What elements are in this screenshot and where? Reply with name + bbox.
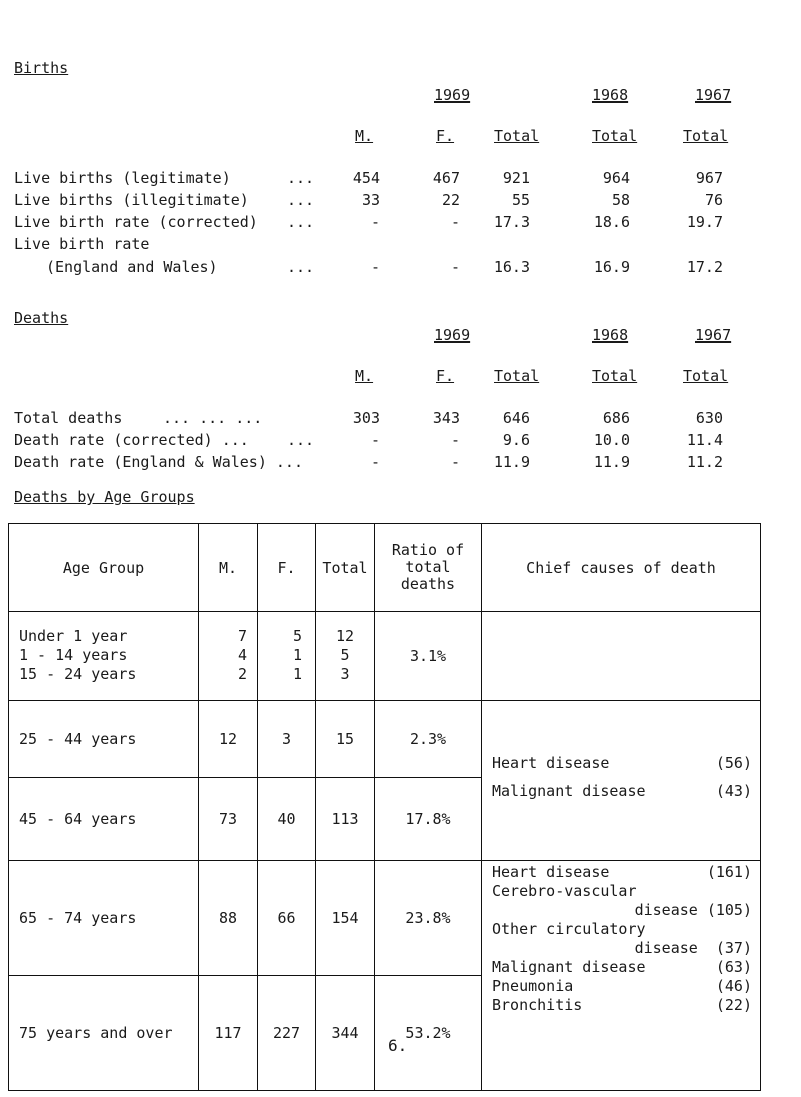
- value-f: 467: [432, 169, 460, 187]
- ratio-cell: 53.2%: [375, 975, 482, 1090]
- cause-count: (37): [715, 938, 752, 957]
- header-causes: Chief causes of death: [482, 524, 761, 612]
- m-cell: 88: [199, 860, 258, 975]
- ratio-line-2: total: [405, 558, 451, 577]
- value-total-1967: 17.2: [686, 258, 723, 276]
- total-cell: [316, 612, 375, 700]
- cause-count: (22): [715, 995, 752, 1014]
- cause-item: [482, 782, 760, 801]
- row-label: Live births (legitimate): [14, 169, 231, 187]
- value-total-1968: 686: [602, 409, 630, 427]
- value-total-1967: 11.4: [686, 431, 723, 449]
- value-total-1968: 11.9: [593, 453, 630, 471]
- age-cell: 45 - 64 years: [9, 778, 199, 861]
- row-dots: ...: [287, 431, 315, 449]
- value-total-1967: 11.2: [686, 453, 723, 471]
- age-cell: 65 - 74 years: [9, 860, 199, 975]
- row-dots: ...: [287, 191, 315, 209]
- f-value: 5: [292, 627, 302, 646]
- value-f: -: [450, 453, 460, 471]
- births-col-m: M.: [355, 127, 374, 145]
- deaths-year-1968: 1968: [592, 326, 629, 344]
- ratio-cell: 2.3%: [375, 700, 482, 778]
- row-label: Total deaths: [14, 409, 123, 427]
- births-col-f: F.: [436, 127, 455, 145]
- value-m: 454: [352, 169, 380, 187]
- row-label: Live births (illegitimate): [14, 191, 249, 209]
- causes-cell-empty: [482, 612, 761, 700]
- value-m: -: [370, 258, 380, 276]
- value-total-1969: 55: [511, 191, 530, 209]
- value-f: 343: [432, 409, 460, 427]
- ratio-line-1: Ratio of: [391, 541, 465, 560]
- value-total-1967: 19.7: [686, 213, 723, 231]
- m-cell: 73: [199, 778, 258, 861]
- row-label: (England and Wales): [46, 258, 218, 276]
- value-total-1969: 17.3: [493, 213, 530, 231]
- cause-count: (46): [715, 976, 752, 995]
- cause-name: Heart disease: [492, 862, 610, 881]
- f-value: 1: [292, 665, 302, 684]
- row-label: Death rate (corrected) ...: [14, 431, 249, 449]
- cause-name-cont: disease: [634, 900, 698, 919]
- causes-cell-65-plus: [482, 860, 761, 1090]
- age-1-14: 1 - 14 years: [19, 646, 128, 665]
- row-dots: ...: [287, 169, 315, 187]
- age-cell: 25 - 44 years: [9, 700, 199, 778]
- cause-count: (161): [706, 862, 752, 881]
- f-cell: [258, 612, 316, 700]
- causes-cell-25-64: [482, 700, 761, 860]
- cause-name: Cerebro-vascular: [492, 881, 637, 900]
- deaths-year-1967: 1967: [695, 326, 732, 344]
- total-cell: 344: [316, 975, 375, 1090]
- row-dots: ...: [287, 258, 315, 276]
- table-row: [9, 700, 761, 778]
- value-f: -: [450, 213, 460, 231]
- total-value: 3: [340, 665, 350, 684]
- age-under-1: Under 1 year: [19, 627, 128, 646]
- cause-item: [482, 920, 760, 939]
- age-groups-heading: Deaths by Age Groups: [14, 488, 195, 506]
- header-m: M.: [199, 524, 258, 612]
- cause-item: [482, 958, 760, 977]
- value-total-1968: 58: [611, 191, 630, 209]
- value-total-1968: 10.0: [593, 431, 630, 449]
- cause-count: (105): [706, 900, 752, 919]
- cause-item: [482, 754, 760, 773]
- ratio-cell: 17.8%: [375, 778, 482, 861]
- total-cell: 113: [316, 778, 375, 861]
- value-total-1968: 964: [602, 169, 630, 187]
- value-f: -: [450, 431, 460, 449]
- value-total-1968: 16.9: [593, 258, 630, 276]
- row-label: Live birth rate (corrected): [14, 213, 258, 231]
- value-total-1969: 16.3: [493, 258, 530, 276]
- page-number: 6.: [388, 1036, 408, 1055]
- value-m: -: [370, 213, 380, 231]
- value-total-1969: 11.9: [493, 453, 530, 471]
- total-cell: 154: [316, 860, 375, 975]
- cause-name: Malignant disease: [492, 781, 646, 800]
- cause-item: [482, 863, 760, 882]
- value-total-1969: 646: [502, 409, 530, 427]
- cause-name: Heart disease: [492, 753, 610, 772]
- deaths-col-total-1967: Total: [683, 367, 729, 385]
- ratio-cell: 23.8%: [375, 860, 482, 975]
- deaths-col-m: M.: [355, 367, 374, 385]
- f-cell: 3: [258, 700, 316, 778]
- deaths-heading: Deaths: [14, 309, 69, 327]
- m-cell: [199, 612, 258, 700]
- cause-name: Other circulatory: [492, 919, 646, 938]
- m-value: 7: [237, 627, 247, 646]
- table-row: [9, 612, 761, 700]
- births-year-1968: 1968: [592, 86, 629, 104]
- cause-count: (43): [715, 781, 752, 800]
- cause-item: [482, 882, 760, 901]
- age-cell: [9, 612, 199, 700]
- cause-name: Bronchitis: [492, 995, 583, 1014]
- births-heading: Births: [14, 59, 69, 77]
- value-f: 22: [441, 191, 460, 209]
- cause-item: [482, 977, 760, 996]
- value-f: -: [450, 258, 460, 276]
- row-label: Live birth rate: [14, 235, 150, 253]
- cause-count: (63): [715, 957, 752, 976]
- cause-name: Malignant disease: [492, 957, 646, 976]
- age-cell: 75 years and over: [9, 975, 199, 1090]
- f-cell: 66: [258, 860, 316, 975]
- row-dots: ...: [287, 213, 315, 231]
- value-total-1969: 921: [502, 169, 530, 187]
- deaths-year-1969: 1969: [434, 326, 471, 344]
- row-dots: ... ... ...: [163, 409, 263, 427]
- deaths-col-f: F.: [436, 367, 455, 385]
- value-m: 33: [361, 191, 380, 209]
- cause-count: (56): [715, 753, 752, 772]
- total-cell: 15: [316, 700, 375, 778]
- m-cell: 12: [199, 700, 258, 778]
- value-total-1967: 967: [695, 169, 723, 187]
- age-groups-table: [8, 523, 761, 1091]
- value-total-1967: 76: [704, 191, 723, 209]
- total-value: 12: [335, 627, 355, 646]
- header-ratio: [375, 524, 482, 612]
- cause-item-cont: [482, 901, 760, 920]
- value-total-1967: 630: [695, 409, 723, 427]
- m-value: 2: [237, 665, 247, 684]
- total-value: 5: [340, 646, 350, 665]
- age-15-24: 15 - 24 years: [19, 665, 137, 684]
- value-total-1969: 9.6: [502, 431, 530, 449]
- value-m: -: [370, 453, 380, 471]
- m-cell: 117: [199, 975, 258, 1090]
- ratio-cell: 3.1%: [375, 612, 482, 700]
- f-cell: 227: [258, 975, 316, 1090]
- value-total-1968: 18.6: [593, 213, 630, 231]
- births-col-total-1968: Total: [592, 127, 638, 145]
- births-col-total-1969: Total: [494, 127, 540, 145]
- table-row: [9, 860, 761, 975]
- cause-item: [482, 996, 760, 1015]
- cause-item-cont: [482, 939, 760, 958]
- value-m: 303: [352, 409, 380, 427]
- deaths-col-total-1969: Total: [494, 367, 540, 385]
- births-year-1969: 1969: [434, 86, 471, 104]
- m-value: 4: [237, 646, 247, 665]
- f-value: 1: [292, 646, 302, 665]
- header-total: Total: [316, 524, 375, 612]
- deaths-col-total-1968: Total: [592, 367, 638, 385]
- row-label: Death rate (England & Wales) ...: [14, 453, 303, 471]
- cause-name: Pneumonia: [492, 976, 574, 995]
- value-m: -: [370, 431, 380, 449]
- f-cell: 40: [258, 778, 316, 861]
- table-header-row: [9, 524, 761, 612]
- header-f: F.: [258, 524, 316, 612]
- cause-name-cont: disease: [634, 938, 698, 957]
- births-col-total-1967: Total: [683, 127, 729, 145]
- births-year-1967: 1967: [695, 86, 732, 104]
- header-age-group: Age Group: [9, 524, 199, 612]
- ratio-line-3: deaths: [400, 575, 456, 594]
